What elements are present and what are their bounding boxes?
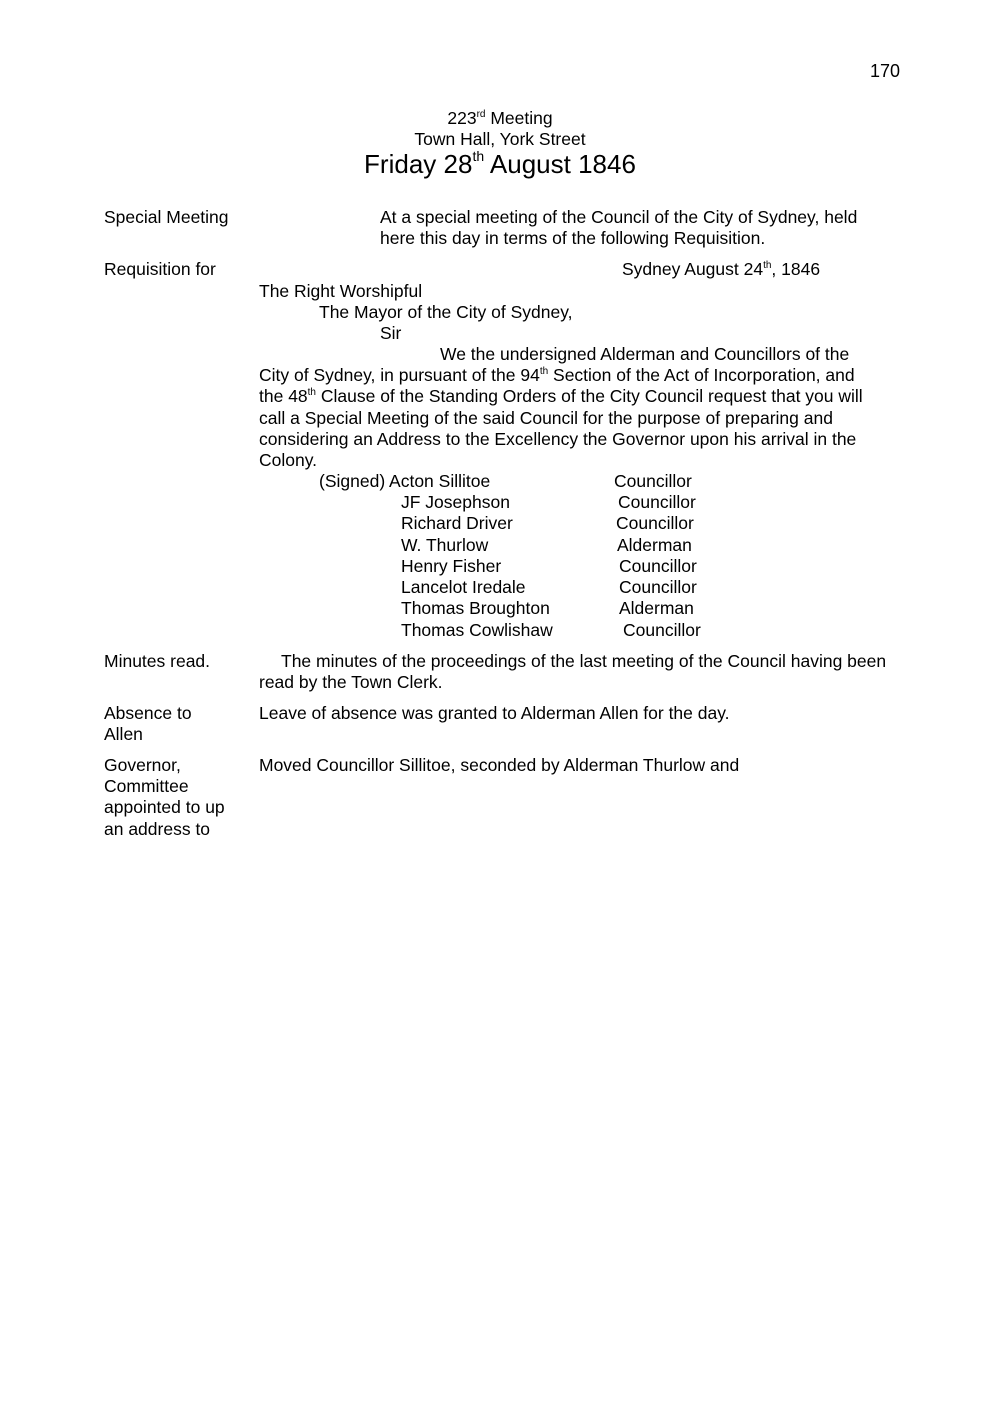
- signatory-name: Thomas Cowlishaw: [401, 620, 553, 640]
- requisition-body-1: We the undersigned Alderman and Councillors of the: [440, 344, 850, 364]
- meeting-location: Town Hall, York Street: [414, 129, 586, 149]
- requisition-body-4: call a Special Meeting of the said Council for the purpose of preparing and: [259, 408, 833, 428]
- page-number: 170: [870, 61, 901, 81]
- signatory-name: Henry Fisher: [401, 556, 502, 576]
- motion-text: Moved Councillor Sillitoe, seconded by Alderman Thurlow and: [259, 755, 740, 775]
- requisition-body-5: considering an Address to the Excellency the Governor upon his arrival in the: [259, 429, 857, 449]
- requisition-address-1: The Right Worshipful: [259, 281, 423, 301]
- meeting-number: 223rd Meeting: [447, 108, 553, 128]
- margin-note-governor-2: Committee: [104, 776, 189, 796]
- signatory-role: Councillor: [619, 556, 697, 576]
- requisition-salutation: Sir: [380, 323, 402, 343]
- margin-note-governor-1: Governor,: [104, 755, 181, 775]
- margin-note-absence-2: Allen: [104, 724, 143, 744]
- signatory-role: Alderman: [619, 598, 694, 618]
- signatory-role: Councillor: [623, 620, 701, 640]
- requisition-date: Sydney August 24th, 1846: [622, 259, 821, 279]
- special-meeting-line-1: At a special meeting of the Council of the City of Sydney, held: [380, 207, 858, 227]
- requisition-address-2: The Mayor of the City of Sydney,: [319, 302, 573, 322]
- signatory-name: JF Josephson: [401, 492, 510, 512]
- signatory-name: Lancelot Iredale: [401, 577, 526, 597]
- requisition-body-2: City of Sydney, in pursuant of the 94th Section of the Act of Incorporation, and: [259, 365, 855, 385]
- signatory-name: W. Thurlow: [401, 535, 489, 555]
- signatory-role: Councillor: [619, 577, 697, 597]
- margin-note-requisition: Requisition for: [104, 259, 216, 279]
- signatory-role: Councillor: [618, 492, 696, 512]
- minutes-line-2: read by the Town Clerk.: [259, 672, 443, 692]
- margin-note-governor-3: appointed to up: [104, 797, 225, 817]
- requisition-body-3: the 48th Clause of the Standing Orders of the City Council request that you will: [259, 386, 863, 406]
- margin-note-governor-4: an address to: [104, 819, 211, 839]
- margin-note-absence-1: Absence to: [104, 703, 192, 723]
- margin-note-special-meeting: Special Meeting: [104, 207, 229, 227]
- signatory-name: Richard Driver: [401, 513, 513, 533]
- meeting-date: Friday 28th August 1846: [364, 148, 636, 179]
- requisition-body-6: Colony.: [259, 450, 318, 470]
- signatory-role: Councillor: [614, 471, 692, 491]
- absence-text: Leave of absence was granted to Alderman Allen for the day.: [259, 703, 730, 723]
- minutes-line-1: The minutes of the proceedings of the last meeting of the Council having been: [281, 651, 887, 671]
- signatory-role: Alderman: [617, 535, 692, 555]
- signatory-role: Councillor: [616, 513, 694, 533]
- margin-note-minutes: Minutes read.: [104, 651, 211, 671]
- special-meeting-line-2: here this day in terms of the following Requisition.: [380, 228, 766, 248]
- signatory-name: Thomas Broughton: [401, 598, 550, 618]
- signatory-name: (Signed) Acton Sillitoe: [319, 471, 491, 491]
